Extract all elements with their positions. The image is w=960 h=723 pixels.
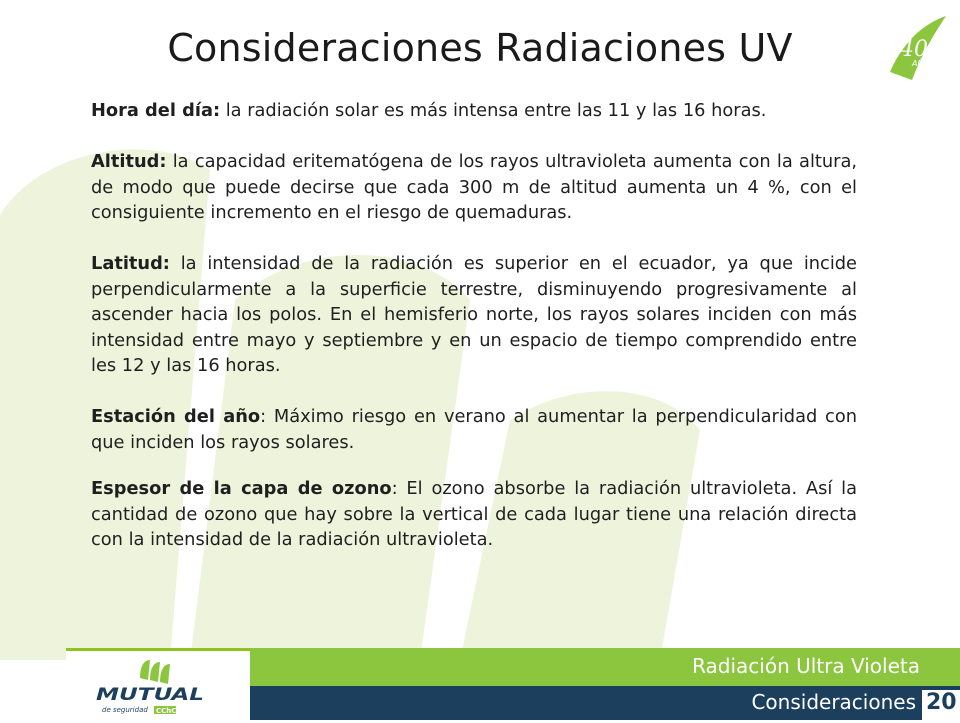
footer-title: Radiación Ultra Violeta [692, 654, 920, 678]
page-number: 20 [922, 690, 960, 720]
paragraph-estacion-del-ano [91, 404, 857, 455]
footer-subtitle: Consideraciones [751, 690, 916, 714]
paragraph-label: Espesor de la capa de ozono [91, 478, 392, 499]
paragraph-latitud [91, 251, 857, 379]
slide-body [91, 98, 857, 553]
paragraph-text: : El ozono absorbe la radiación ultravioleta. Así la cantidad de ozono que hay sobre la vertical de cada lugar tiene una relación directa con la intensidad de la radiación ultravioleta. [91, 478, 857, 550]
paragraph-label: Hora del día: [91, 100, 221, 121]
paragraph-text: la capacidad eritematógena de los rayos ultravioleta aumenta con la altura, de modo que puede decirse que cada 300 m de altitud aumenta un 4 %, con el consiguiente incremento en el riesgo de quemaduras. [91, 151, 857, 223]
paragraph-text: : Máximo riesgo en verano al aumentar la perpendicularidad con que inciden los rayos solares. [91, 406, 857, 453]
anniversary-number: 40 [900, 37, 928, 62]
slide-title: Consideraciones Radiaciones UV [167, 26, 793, 70]
mutual-logo-tagline: de seguridad [102, 706, 148, 714]
paragraph-espesor-ozono [91, 476, 857, 553]
anniversary-word: AÑOS [912, 59, 935, 68]
paragraph-label: Latitud: [91, 253, 170, 274]
paragraph-label: Altitud: [91, 151, 167, 172]
paragraph-label: Estación del año [91, 406, 261, 427]
mutual-logo-brand: CChC [156, 707, 177, 715]
paragraph-hora-del-dia [91, 98, 857, 124]
footer [0, 648, 960, 720]
paragraph-text: la intensidad de la radiación es superior en el ecuador, ya que incide perpendicularmente a la superficie terrestre, disminuyendo progresivamente al ascender hacia los polos. En el hemisferio norte, los rayos solares inciden con más intensidad entre mayo y septiembre y en un espacio de tiempo comprendido entre les 12 y las 16 horas. [91, 253, 857, 376]
paragraph-text: la radiación solar es más intensa entre las 11 y las 16 horas. [220, 100, 767, 121]
paragraph-altitud [91, 149, 857, 226]
mutual-logo-name: MUTUAL [96, 685, 204, 705]
